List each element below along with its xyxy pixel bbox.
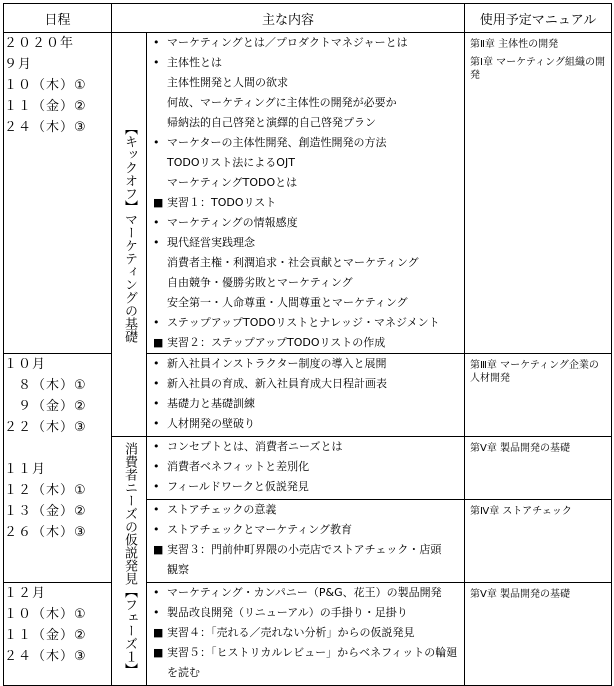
bullet-icon: • bbox=[153, 606, 160, 619]
square-bullet-icon: ■ bbox=[153, 626, 164, 639]
bullet-item bbox=[147, 414, 464, 434]
item-text: 現代経営実践理念 bbox=[167, 236, 255, 249]
bullet-icon: • bbox=[153, 56, 160, 69]
exercise-item bbox=[147, 623, 464, 643]
bullet-item bbox=[147, 374, 464, 394]
bullet-item bbox=[147, 394, 464, 414]
bullet-item bbox=[147, 213, 464, 233]
sub-item: 自由競争・優勝劣敗とマーケティング bbox=[167, 276, 353, 289]
bullet-icon: • bbox=[153, 440, 160, 453]
item-text: マーケティングとは／プロダクトマネジャーとは bbox=[167, 36, 408, 49]
bullet-icon: • bbox=[153, 417, 160, 430]
item-text: 主体性とは bbox=[167, 56, 222, 69]
bullet-icon: • bbox=[153, 460, 160, 473]
exercise-item bbox=[147, 540, 464, 560]
date-block-3 bbox=[4, 583, 112, 686]
header-schedule: 日程 bbox=[4, 4, 112, 33]
item-text: 新入社員の育成、新入社員育成大日程計画表 bbox=[167, 377, 387, 390]
item-text: ステップアップTODOリストとナレッジ・マネジメント bbox=[167, 316, 440, 329]
sub-item: 主体性開発と人間の欲求 bbox=[167, 76, 288, 89]
section-row bbox=[4, 33, 612, 354]
item-text: 実習２：ステップアップTODOリストの作成 bbox=[167, 336, 386, 349]
date-line: ２２（木）③ bbox=[4, 420, 87, 435]
date-line: １１（金）② bbox=[4, 99, 87, 114]
phase-kickoff bbox=[112, 33, 147, 437]
bullet-item bbox=[147, 53, 464, 73]
date-block-2 bbox=[4, 354, 112, 583]
bullet-item bbox=[147, 500, 464, 520]
item-text: 実習１：TODOリスト bbox=[167, 196, 277, 209]
manual-entry: 第Ⅴ章 製品開発の基礎 bbox=[470, 589, 571, 600]
phase-1 bbox=[112, 437, 147, 686]
date-line: ９月 bbox=[4, 57, 33, 72]
date-line: ２４（木）③ bbox=[4, 120, 87, 135]
item-text: コンセプトとは、消費者ニーズとは bbox=[167, 440, 343, 453]
manual-entry: 第Ⅰ章 マーケティング組織の開発 bbox=[470, 57, 605, 81]
header-row bbox=[4, 4, 612, 33]
bullet-icon: • bbox=[153, 316, 160, 329]
manual-section-1 bbox=[465, 33, 612, 354]
manual-section-4 bbox=[465, 500, 612, 583]
square-bullet-icon: ■ bbox=[153, 646, 164, 659]
item-text: マーケティング・カンパニー（P&G、花王）の製品開発 bbox=[167, 586, 442, 599]
bullet-icon: • bbox=[153, 523, 160, 536]
content-section-4 bbox=[147, 500, 465, 583]
bullet-item bbox=[147, 33, 464, 53]
bullet-item bbox=[147, 520, 464, 540]
bullet-icon: • bbox=[153, 503, 160, 516]
manual-section-5 bbox=[465, 583, 612, 686]
date-line: １１（金）② bbox=[4, 628, 87, 643]
bullet-item bbox=[147, 313, 464, 333]
bullet-icon: • bbox=[153, 377, 160, 390]
bullet-item bbox=[147, 457, 464, 477]
square-bullet-icon: ■ bbox=[153, 196, 164, 209]
bullet-item bbox=[147, 233, 464, 253]
bullet-item bbox=[147, 133, 464, 153]
manual-entry: 第Ⅱ章 主体性の開発 bbox=[470, 39, 559, 50]
sub-item: 何故、マーケティングに主体性の開発が必要か bbox=[167, 96, 397, 109]
continuation-line: を読む bbox=[167, 666, 200, 679]
item-text: ストアチェックとマーケティング教育 bbox=[167, 523, 353, 536]
item-text: ストアチェックの意義 bbox=[167, 503, 277, 516]
item-text: マーケティングの情報感度 bbox=[167, 216, 298, 229]
phase-1-label: 消費者ニーズの仮説発見【フェーズ１】 bbox=[122, 442, 137, 676]
content-section-5 bbox=[147, 583, 465, 686]
manual-entry: 第Ⅳ章 ストアチェック bbox=[470, 506, 572, 517]
item-text: 消費者ベネフィットと差別化 bbox=[167, 460, 310, 473]
content-section-2 bbox=[147, 354, 465, 437]
header-manual: 使用予定マニュアル bbox=[465, 4, 612, 33]
sub-item: マーケティングTODOとは bbox=[167, 176, 298, 189]
date-line: ８（木）① bbox=[4, 378, 87, 393]
bullet-item bbox=[147, 354, 464, 374]
bullet-icon: • bbox=[153, 397, 160, 410]
bullet-icon: • bbox=[153, 36, 160, 49]
date-line: ２６（木）③ bbox=[4, 525, 87, 540]
date-line: １３（金）② bbox=[4, 504, 87, 519]
section-row bbox=[4, 583, 612, 686]
date-line: １０月 bbox=[4, 357, 47, 372]
bullet-item bbox=[147, 603, 464, 623]
date-line: １０（木）① bbox=[4, 607, 87, 622]
schedule-table bbox=[3, 3, 612, 686]
sub-item: 安全第一・人命尊重・人間尊重とマーケティング bbox=[167, 296, 408, 309]
phase-kickoff-label: 【キックオフ】マーケティングの基礎 bbox=[122, 122, 137, 343]
exercise-item bbox=[147, 643, 464, 663]
item-text: 実習４：「売れる／売れない分析」からの仮説発見 bbox=[167, 626, 415, 639]
bullet-icon: • bbox=[153, 216, 160, 229]
sub-item: TODOリスト法によるOJT bbox=[167, 156, 295, 169]
item-text: マーケターの主体性開発、創造性開発の方法 bbox=[167, 136, 387, 149]
bullet-icon: • bbox=[153, 586, 160, 599]
square-bullet-icon: ■ bbox=[153, 543, 164, 556]
date-line: １０（木）① bbox=[4, 78, 87, 93]
bullet-icon: • bbox=[153, 357, 160, 370]
bullet-item bbox=[147, 477, 464, 497]
item-text: 実習５：「ヒストリカルレビュー」からベネフィットの輪廻 bbox=[167, 646, 458, 659]
continuation-line: 観察 bbox=[167, 563, 189, 576]
item-text: 製品改良開発（リニューアル）の手掛り・足掛り bbox=[167, 606, 408, 619]
date-line: １２（木）① bbox=[4, 483, 87, 498]
bullet-icon: • bbox=[153, 236, 160, 249]
section-row bbox=[4, 354, 612, 437]
sub-item: 消費者主権・利潤追求・社会貢献とマーケティング bbox=[167, 256, 419, 269]
sub-item: 帰納法的自己啓発と演繹的自己啓発プラン bbox=[167, 116, 376, 129]
item-text: 基礎力と基礎訓練 bbox=[167, 397, 255, 410]
square-bullet-icon: ■ bbox=[153, 336, 164, 349]
date-line: １１月 bbox=[4, 462, 47, 477]
date-line: ９（金）② bbox=[4, 399, 87, 414]
manual-section-3 bbox=[465, 437, 612, 500]
item-text: 実習３：門前仲町界隈の小売店でストアチェック・店頭 bbox=[167, 543, 442, 556]
date-line: ２０２０年 bbox=[4, 36, 75, 51]
item-text: 新入社員インストラクター制度の導入と展開 bbox=[167, 357, 387, 370]
header-content: 主な内容 bbox=[112, 4, 465, 33]
date-line bbox=[4, 438, 111, 459]
exercise-item bbox=[147, 193, 464, 213]
date-line: １２月 bbox=[4, 586, 47, 601]
manual-section-2 bbox=[465, 354, 612, 437]
item-text: フィールドワークと仮説発見 bbox=[167, 480, 309, 493]
bullet-icon: • bbox=[153, 136, 160, 149]
exercise-item bbox=[147, 333, 464, 353]
content-section-3 bbox=[147, 437, 465, 500]
content-section-1 bbox=[147, 33, 465, 354]
bullet-item bbox=[147, 583, 464, 603]
bullet-icon: • bbox=[153, 480, 160, 493]
date-block-1 bbox=[4, 33, 112, 354]
date-line: ２４（木）③ bbox=[4, 649, 87, 664]
manual-entry: 第Ⅴ章 製品開発の基礎 bbox=[470, 443, 571, 454]
manual-entry: 第Ⅲ章 マーケティング企業の人材開発 bbox=[470, 360, 599, 384]
item-text: 人材開発の壁破り bbox=[167, 417, 255, 430]
bullet-item bbox=[147, 437, 464, 457]
